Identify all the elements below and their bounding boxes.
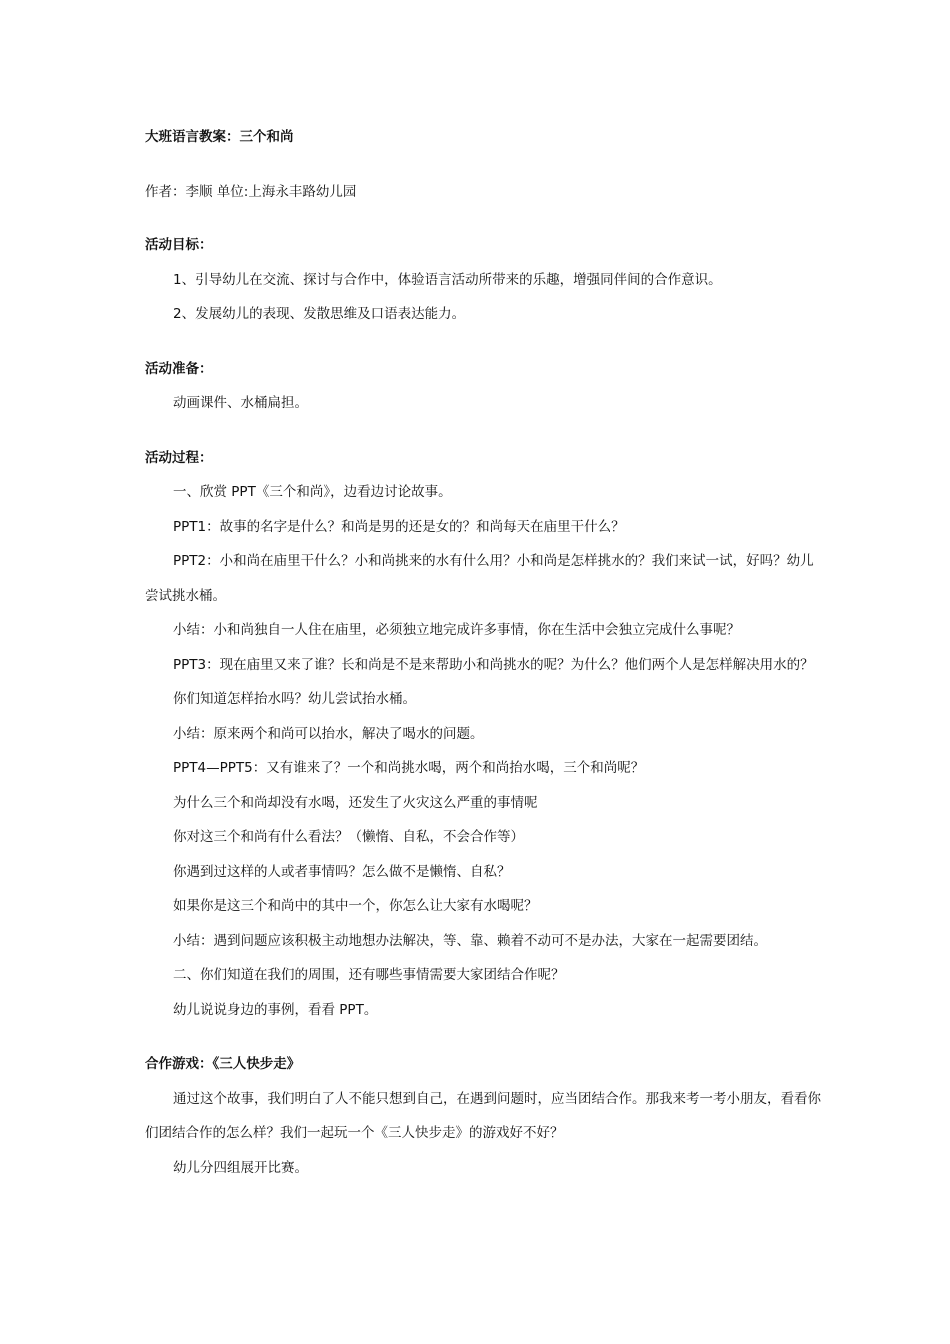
document-title: 大班语言教案：三个和尚 xyxy=(145,129,294,145)
process-paragraph: 二、你们知道在我们的周围，还有哪些事情需要大家团结合作呢？ xyxy=(173,967,565,983)
prep-text: 动画课件、水桶扁担。 xyxy=(173,395,308,411)
author-line: 作者：李顺 单位:上海永丰路幼儿园 xyxy=(145,184,357,200)
process-paragraph: 如果你是这三个和尚中的其中一个，你怎么让大家有水喝呢？ xyxy=(173,898,538,914)
goal-item: 1、引导幼儿在交流、探讨与合作中，体验语言活动所带来的乐趣，增强同伴间的合作意识。 xyxy=(173,271,722,288)
goal-item: 2、发展幼儿的表现、发散思维及口语表达能力。 xyxy=(173,306,466,322)
game-paragraph: 幼儿分四组展开比赛。 xyxy=(173,1159,308,1176)
process-paragraph: PPT4—PPT5：又有谁来了？一个和尚挑水喝，两个和尚抬水喝，三个和尚呢？ xyxy=(173,760,645,776)
process-paragraph: PPT3：现在庙里又来了谁？长和尚是不是来帮助小和尚挑水的呢？为什么？他们两个人是怎样解决用水的？ xyxy=(173,656,814,673)
document-body xyxy=(145,228,825,1185)
process-paragraph: 小结：原来两个和尚可以抬水，解决了喝水的问题。 xyxy=(173,725,484,742)
process-paragraph: 小结：遇到问题应该积极主动地想办法解决，等、靠、赖着不动可不是办法，大家在一起需要团结。 xyxy=(173,932,767,949)
process-paragraph: 为什么三个和尚却没有水喝，还发生了火灾这么严重的事情呢 xyxy=(173,794,538,811)
game-heading: 合作游戏：《三人快步走》 xyxy=(145,1056,301,1072)
process-paragraph: 你对这三个和尚有什么看法？（懒惰、自私，不会合作等） xyxy=(173,829,524,845)
process-paragraph: 一、欣赏 PPT《三个和尚》，边看边讨论故事。 xyxy=(173,484,452,500)
process-heading: 活动过程： xyxy=(145,449,213,466)
process-paragraph: 你们知道怎样抬水吗？幼儿尝试抬水桶。 xyxy=(173,691,416,707)
process-paragraph: PPT1：故事的名字是什么？和尚是男的还是女的？和尚每天在庙里干什么？ xyxy=(173,518,625,535)
goals-heading: 活动目标： xyxy=(145,237,213,253)
process-paragraph: 幼儿说说身边的事例，看看 PPT。 xyxy=(173,1001,378,1018)
process-paragraph: 你遇到过这样的人或者事情吗？怎么做不是懒惰、自私？ xyxy=(173,863,511,880)
game-paragraph: 通过这个故事，我们明白了人不能只想到自己，在遇到问题时，应当团结合作。那我来考一考小朋友，看看你们团结合作的怎么样？我们一起玩一个《三人快步走》的游戏好不好？ xyxy=(145,1090,821,1141)
process-paragraph: PPT2：小和尚在庙里干什么？小和尚挑来的水有什么用？小和尚是怎样挑水的？我们来试一试，好吗？幼儿尝试挑水桶。 xyxy=(145,553,814,604)
process-paragraph: 小结：小和尚独自一人住在庙里，必须独立地完成许多事情，你在生活中会独立完成什么事呢？ xyxy=(173,622,740,638)
prep-heading: 活动准备： xyxy=(145,360,213,377)
